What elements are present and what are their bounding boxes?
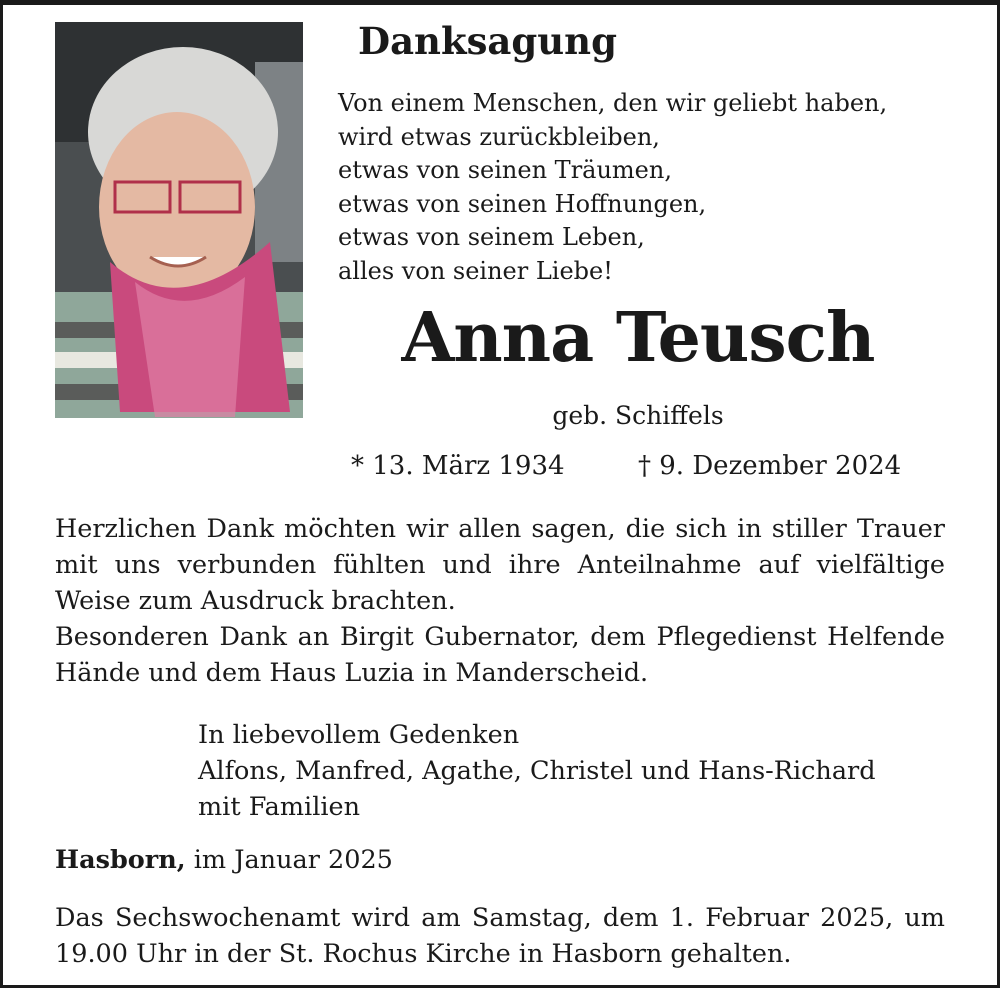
poem	[338, 87, 887, 288]
deceased-name: Anna Teusch	[401, 298, 875, 378]
poem-line: alles von seiner Liebe!	[338, 256, 613, 285]
place-date	[55, 845, 393, 875]
poem-line: etwas von seinen Träumen,	[338, 156, 672, 184]
memorial-line: mit Familien	[198, 792, 361, 822]
memorial-line: In liebevollem Gedenken	[198, 720, 520, 750]
death-date: † 9. Dezember 2024	[638, 451, 902, 481]
poem-line: etwas von seinem Leben,	[338, 223, 645, 251]
poem-line: wird etwas zurückbleiben,	[338, 122, 660, 151]
thanks-paragraph: Herzlichen Dank möchten wir allen sagen, die sich in stiller Trauer mit uns verbunden fühlten und ihre Anteilnahme auf vielfältige Weise zum Ausdruck brachten.	[55, 514, 945, 616]
maiden-name: geb. Schiffels	[552, 401, 724, 430]
place: Hasborn,	[55, 845, 186, 875]
service-text: Das Sechswochenamt wird am Samstag, dem 1. Februar 2025, um 19.00 Uhr in der St. Rochus Kirche in Hasborn gehalten.	[55, 903, 945, 969]
memorial-line: Alfons, Manfred, Agathe, Christel und Hans-Richard	[198, 756, 876, 786]
thanks-text	[55, 511, 945, 691]
heading: Danksagung	[358, 19, 617, 63]
poem-line: etwas von seinen Hoffnungen,	[338, 189, 707, 218]
thanks-paragraph: Besonderen Dank an Birgit Gubernator, dem Pflegedienst Helfende Hände und dem Haus Luzia in Manderscheid.	[55, 622, 945, 688]
poem-line: Von einem Menschen, den wir geliebt haben,	[338, 89, 888, 117]
date: im Januar 2025	[193, 845, 393, 875]
memorial-signature	[198, 717, 876, 825]
obituary-notice	[3, 5, 997, 985]
service-notice	[55, 900, 945, 972]
birth-date: * 13. März 1934	[351, 451, 565, 481]
